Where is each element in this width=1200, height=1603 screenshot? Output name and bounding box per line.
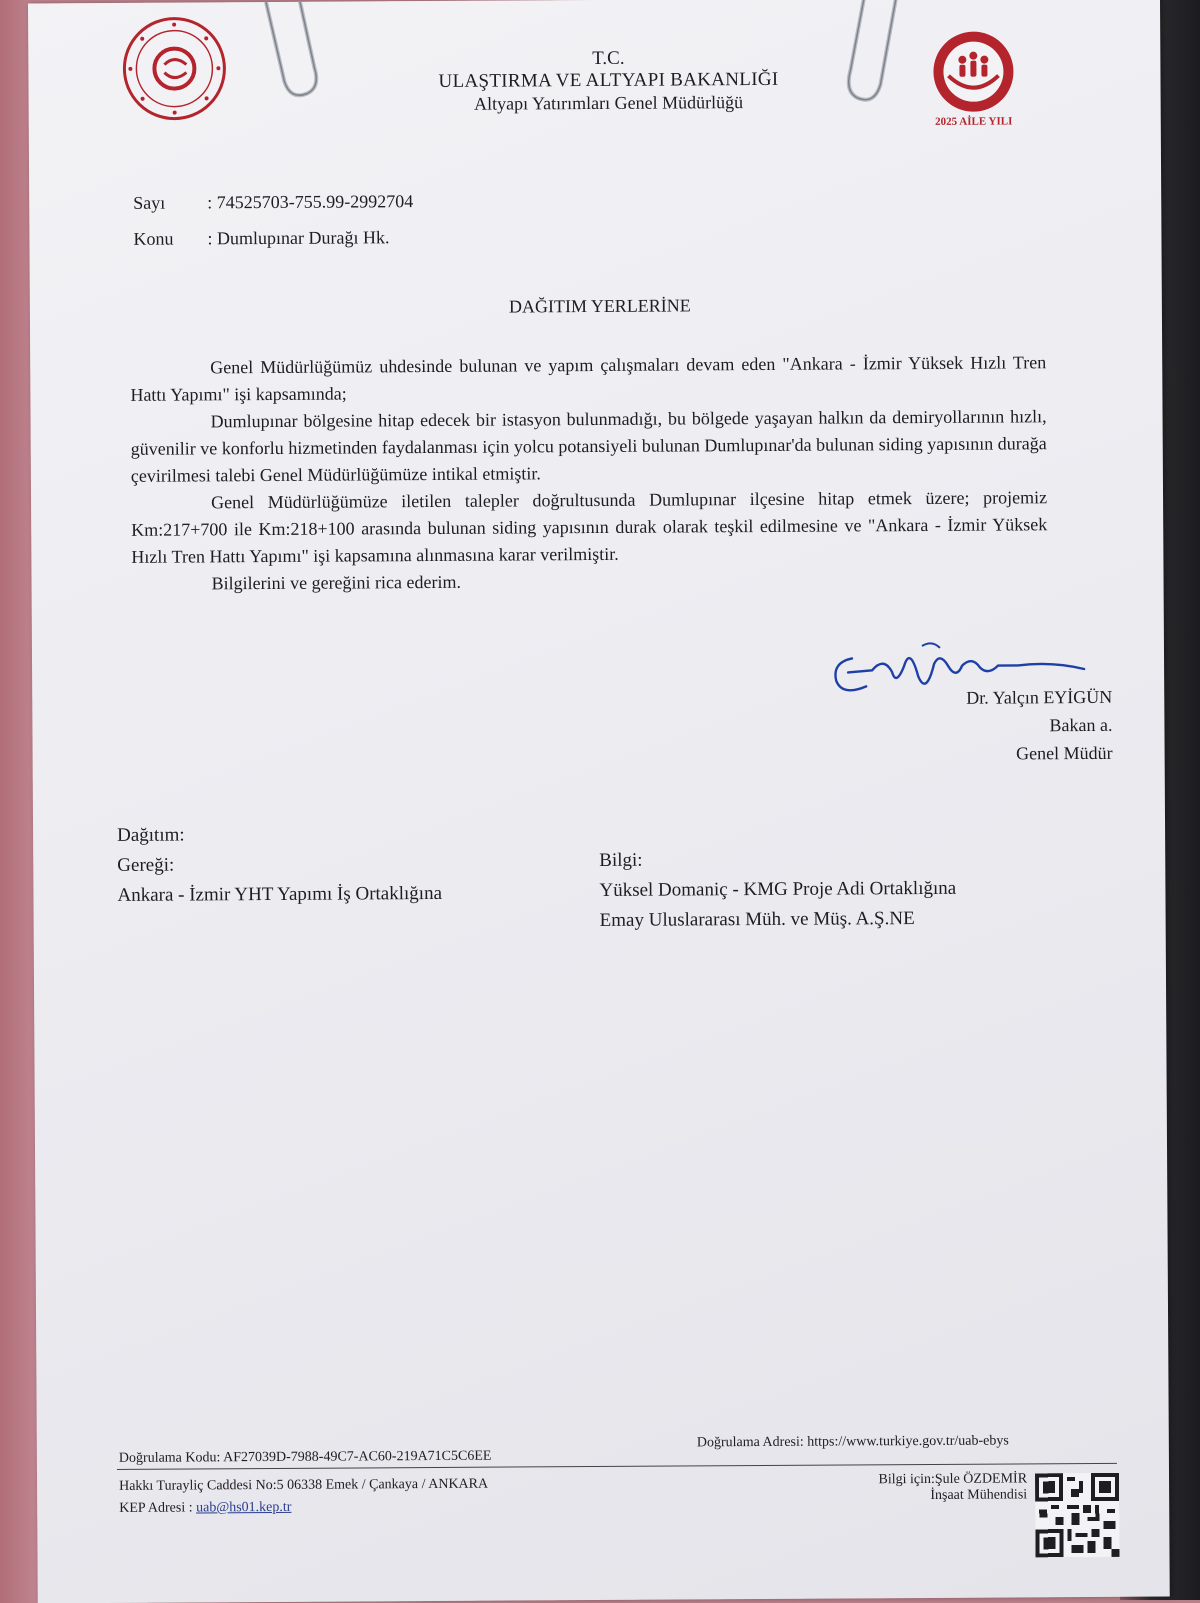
subject-label: Konu	[133, 228, 174, 249]
letterhead	[388, 47, 828, 116]
kep-email-link[interactable]: uab@hs01.kep.tr	[196, 1499, 292, 1516]
document-title: DAĞITIM YERLERİNE	[508, 295, 691, 317]
family-year-logo-icon	[918, 29, 1029, 116]
ministry-seal-icon	[120, 14, 229, 123]
contact-info	[817, 1471, 1027, 1504]
letterhead-ministry: ULAŞTIRMA VE ALTYAPI BAKANLIĞI	[438, 68, 779, 92]
signatory-block	[812, 683, 1113, 769]
signatory-role: Bakan a.	[1049, 714, 1113, 736]
contact-title: İnşaat Mühendisi	[930, 1487, 1028, 1503]
letterhead-line-1: T.C.	[592, 47, 625, 70]
verification-address: Doğrulama Adresi: https://www.turkiye.gov.tr/uab-ebys	[696, 1433, 1009, 1451]
number-label: Sayı	[133, 192, 166, 213]
family-year-label: 2025 AİLE YILI	[935, 115, 1013, 128]
number-value: : 74525703-755.99-2992704	[207, 191, 414, 213]
info-item: Emay Uluslararası Müh. ve Müş. A.Ş.NE	[599, 908, 915, 931]
body-paragraph: Genel Müdürlüğümüz uhdesinde bulunan ve yapım çalışmaları devam eden "Ankara - İzmir Yüksek Hızlı Tren Hattı Yapımı" işi kapsamında;	[130, 352, 1047, 405]
kep-row	[119, 1500, 291, 1517]
distribution-action	[117, 818, 558, 911]
paper-clip-icon	[836, 0, 917, 109]
body-paragraph: Genel Müdürlüğümüze iletilen talepler doğrultusunda Dumlupınar ilçesine hitap etmek üzere; projemiz Km:217+700 ile Km:218+100 arasında bulunan siding yapısının durak olarak teşkil edilmesine ve "Ankara - İzmir Yüksek Hızlı Tren Hattı Yapımı" işi kapsamına alınmasına karar verilmiştir.	[131, 487, 1048, 567]
verification-code: Doğrulama Kodu: AF27039D-7988-49C7-AC60-219A71C5C6EE	[118, 1448, 492, 1466]
info-item: Yüksel Domaniç - KMG Proje Adi Ortaklığına	[599, 877, 957, 901]
distribution-label: Dağıtım:	[117, 824, 185, 846]
letter-body	[130, 349, 1047, 598]
letterhead-directorate: Altyapı Yatırımları Genel Müdürlüğü	[474, 92, 744, 114]
subject-value: : Dumlupınar Durağı Hk.	[207, 227, 390, 249]
signatory-title: Genel Müdür	[1016, 742, 1113, 764]
action-label: Gereği:	[117, 854, 175, 876]
body-paragraph: Bilgilerini ve gereğini rica ederim.	[211, 571, 462, 594]
contact-person: Bilgi için:Şule ÖZDEMİR	[878, 1471, 1028, 1488]
document-paper	[28, 0, 1170, 1603]
family-year-logo	[918, 29, 1029, 140]
distribution-info	[599, 843, 1080, 936]
body-paragraph: Dumlupınar bölgesine hitap edecek bir istasyon bulunmadığı, bu bölgede yaşayan halkın da demiryollarının hızlı, güvenilir ve konforlu hizmetinden faydalanması için yolcu potansiyeli bulunan Dumlupınar'da bulunan siding yapısının durağa çevirilmesi talebi Genel Müdürlüğümüze intikal etmiştir.	[130, 406, 1047, 486]
action-item: Ankara - İzmir YHT Yapımı İş Ortaklığına	[117, 882, 443, 906]
kep-label: KEP Adresi :	[119, 1500, 193, 1516]
info-label: Bilgi:	[599, 849, 643, 871]
subject-row	[133, 226, 633, 259]
qr-code-icon[interactable]	[1035, 1473, 1120, 1558]
postal-address: Hakkı Turayliç Caddesi No:5 06338 Emek / Çankaya / ANKARA	[119, 1476, 489, 1494]
signatory-name: Dr. Yalçın EYİGÜN	[966, 686, 1113, 708]
number-row	[133, 190, 633, 223]
paper-clip-icon	[256, 2, 337, 102]
